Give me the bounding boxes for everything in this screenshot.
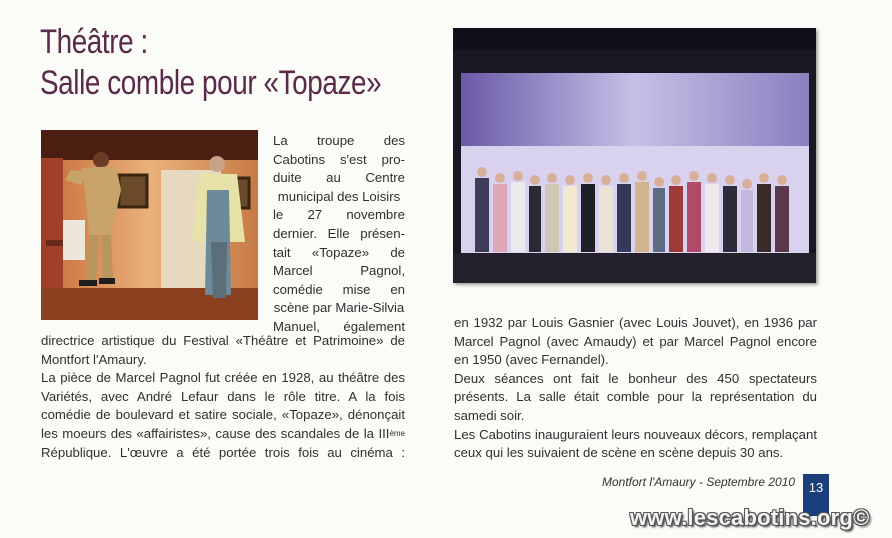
body-paragraph-right: [454, 314, 817, 463]
title-line-2: Salle comble pour «Topaze»: [40, 64, 382, 102]
word: mise: [342, 281, 371, 297]
text-line: [454, 314, 817, 333]
text-line: [41, 425, 405, 444]
text-line: [273, 281, 405, 300]
stage-photo-actors: [41, 130, 258, 320]
text-line-content: Marcel Pagnol (avec Amaudy) et par Marcel Pagnol encore: [454, 333, 817, 349]
word: municipal des Loisirs: [277, 188, 401, 204]
word: La: [273, 133, 288, 148]
word: duite: [273, 170, 302, 186]
text-line: [41, 369, 405, 388]
text-line-content: Variétés, avec André Lefaur dans le rôle titre. A la fois: [41, 388, 405, 404]
text-line: [454, 426, 817, 445]
text-line: [273, 206, 405, 225]
word: en: [390, 281, 405, 297]
title-line-1: Théâtre :: [40, 23, 148, 61]
text-line-content: République. L'œuvre a été portée trois fois au cinéma :: [41, 444, 405, 460]
word: également: [343, 318, 405, 334]
word: Elle: [327, 225, 350, 241]
text-line: [41, 444, 405, 463]
word: s'est: [339, 151, 367, 167]
word: comédie: [273, 281, 323, 297]
text-line: [273, 244, 405, 263]
word: le: [273, 207, 284, 223]
text-line: [41, 406, 405, 425]
text-line-content: directrice artistique du Festival «Théâtre et Patrimoine» de: [41, 333, 405, 348]
word: présen-: [360, 225, 405, 241]
text-line-content: comédie de boulevard et satire sociale, «Topaze», dénonçait: [41, 407, 405, 423]
word: scène par Marie-Silvia: [273, 300, 405, 316]
text-line: samedi soir.: [454, 407, 525, 423]
text-line: [273, 262, 405, 281]
watermark-url: www.lescabotins.org©: [630, 505, 870, 530]
text-line: en 1950 (avec Fernandel).: [454, 352, 609, 368]
text-line: ceux qui les suivaient de scène en scène depuis 30 ans.: [454, 445, 784, 461]
stage-photo-troupe: [453, 28, 816, 283]
superscript: ème: [389, 428, 405, 438]
word: pro-: [381, 151, 405, 167]
page-number: 13: [803, 474, 829, 516]
word: novembre: [346, 207, 405, 223]
word: Cabotins: [273, 151, 326, 167]
word: des: [383, 133, 405, 148]
word: Manuel,: [273, 318, 320, 334]
text-line: [273, 151, 405, 170]
footer-issue: Montfort l'Amaury - Septembre 2010: [602, 475, 796, 489]
intro-paragraph-upper: [273, 132, 405, 337]
text-line-content: Les Cabotins inauguraient leurs nouveaux décors, remplaçant: [454, 426, 817, 442]
word: 27: [307, 207, 323, 223]
text-line: [454, 388, 817, 407]
text-line: [273, 132, 405, 151]
word: de: [390, 244, 405, 260]
word: Centre: [365, 170, 405, 186]
text-line-content: présents. La salle était comble pour la représentation du: [454, 389, 817, 405]
word: Pagnol,: [360, 263, 405, 279]
text-line: [273, 169, 405, 188]
text-line: [273, 225, 405, 244]
word: Marcel: [273, 263, 313, 279]
body-paragraph-left: [41, 332, 405, 462]
word: dernier.: [273, 225, 317, 241]
word: au: [326, 170, 341, 186]
text-line: [273, 299, 405, 318]
text-line: Montfort l'Amaury.: [41, 351, 147, 367]
word: troupe: [317, 133, 355, 148]
text-line: [273, 188, 405, 207]
article-title: [40, 22, 381, 104]
text-line: [41, 388, 405, 407]
text-line: [41, 332, 405, 351]
text-line: [454, 370, 817, 389]
text-line-content: les moeurs des «affairistes», cause des scandales de la III: [41, 425, 390, 441]
text-line: [454, 333, 817, 352]
text-line-content: La pièce de Marcel Pagnol fut créée en 1928, au théâtre des: [41, 370, 405, 386]
word: tait: [273, 244, 291, 260]
text-line-content: Deux séances ont fait le bonheur des 450 spectateurs: [454, 370, 817, 386]
text-line-content: en 1932 par Louis Gasnier (avec Louis Jouvet), en 1936 par: [454, 315, 817, 330]
word: «Topaze»: [311, 244, 370, 260]
